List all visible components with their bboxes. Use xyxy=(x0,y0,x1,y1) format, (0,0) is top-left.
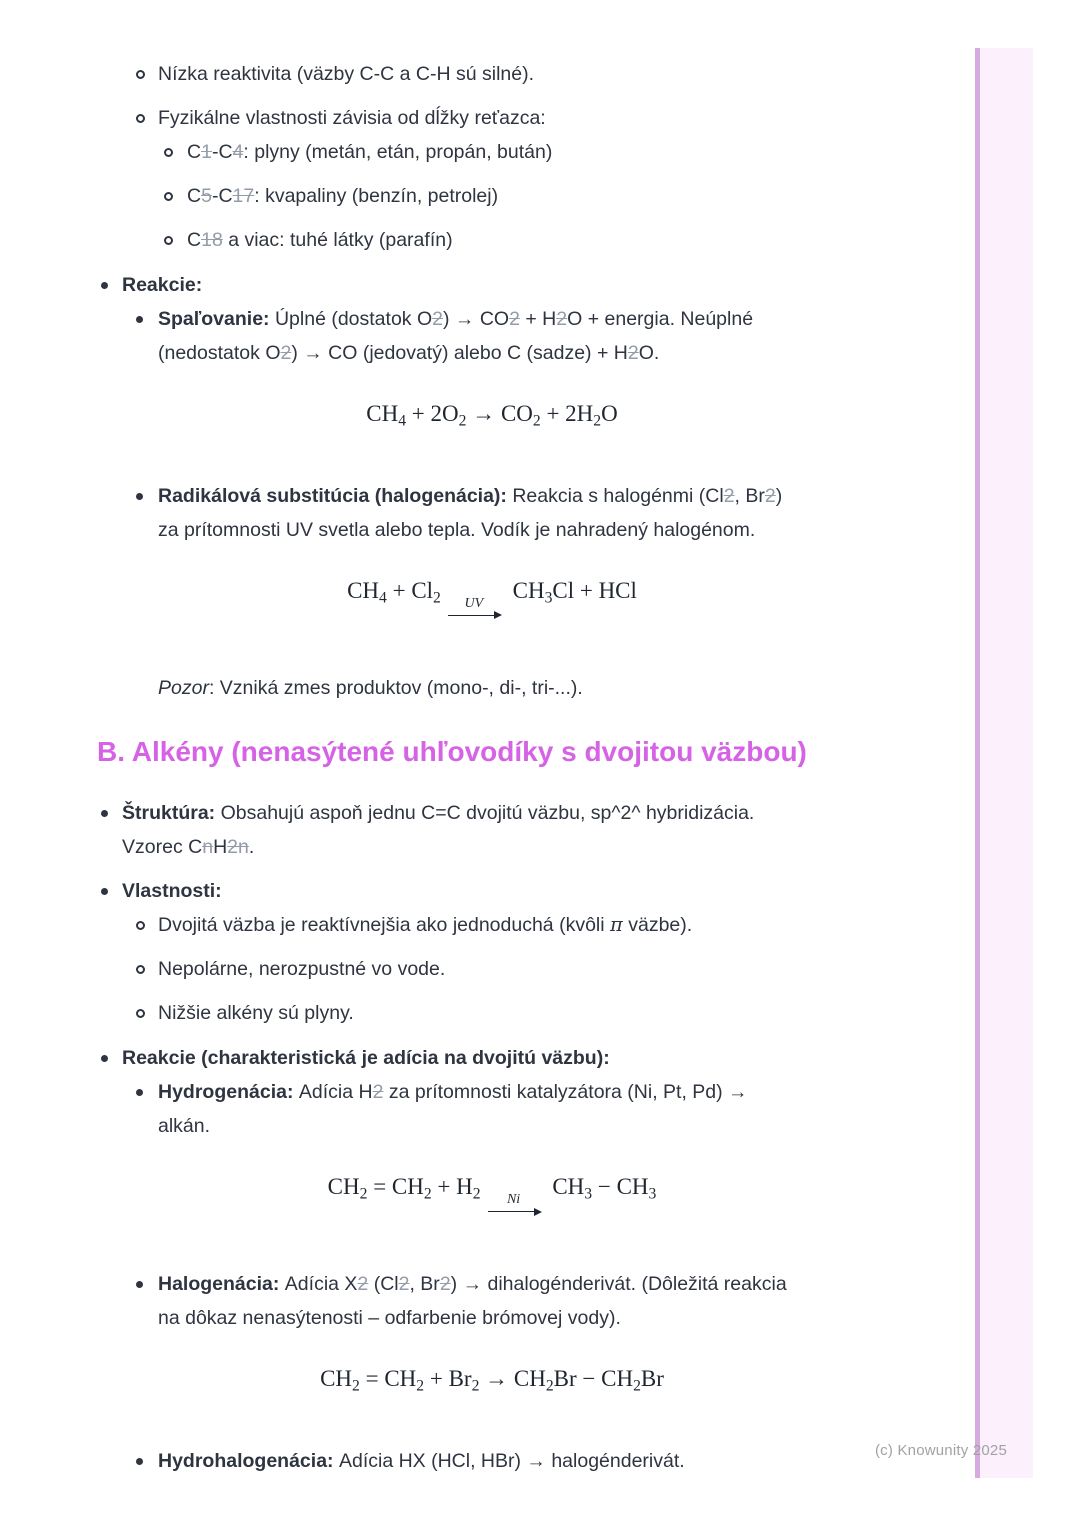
formula-text: + 2H xyxy=(540,401,594,426)
reaction-arrow-icon xyxy=(488,1193,540,1220)
text-segment: n xyxy=(202,836,214,859)
text-segment: O + energia. Neúplné xyxy=(567,308,754,330)
list-item-text xyxy=(187,229,453,251)
bullet-circle-icon xyxy=(136,1009,145,1018)
subscript: 3 xyxy=(584,1185,593,1203)
list-item-text xyxy=(158,677,583,699)
list-item xyxy=(0,57,984,91)
formula-text: CH xyxy=(366,401,399,426)
text-segment: 2 xyxy=(398,1273,410,1296)
text-segment: Reakcie (charakteristická je adícia na dvojitú väzbu): xyxy=(122,1047,610,1070)
text-segment: Dvojitá väzba je reaktívnejšia ako jednoduchá (kvôli xyxy=(158,914,610,937)
bullet-disc-icon xyxy=(136,1089,143,1096)
text-segment: 2 xyxy=(280,342,292,364)
list-item-text xyxy=(158,914,692,936)
text-segment: za prítomnosti UV svetla alebo tepla. Vodík je nahradený halogénom. xyxy=(158,518,756,541)
text-segment: 2 xyxy=(439,1273,451,1296)
text-segment: alkán. xyxy=(158,1115,211,1138)
formula-text: CH xyxy=(546,1174,585,1200)
text-segment: 4 xyxy=(232,141,244,163)
formula-text: = CH xyxy=(367,1174,424,1200)
bullet-circle-icon xyxy=(136,114,145,123)
text-segment: ) → dihalogénderivát. (Dôležitá reakcia xyxy=(450,1273,787,1296)
text-segment: väzbe). xyxy=(622,914,693,937)
chemical-equation xyxy=(0,1173,984,1219)
formula-text: O xyxy=(601,401,618,426)
text-segment: H xyxy=(213,836,228,859)
bullet-circle-icon xyxy=(164,148,173,157)
text-segment: C xyxy=(187,141,202,163)
text-segment: Spaľovanie: xyxy=(158,308,275,330)
text-segment: Fyzikálne vlastnosti závisia od dĺžky reťazca: xyxy=(158,107,546,129)
list-item xyxy=(0,268,984,302)
subscript: 2 xyxy=(433,589,441,607)
text-segment: Hydrohalogenácia: xyxy=(158,1450,339,1473)
text-segment: 2 xyxy=(432,308,443,330)
text-segment: ) → CO xyxy=(443,308,510,330)
text-segment: -C xyxy=(211,141,233,163)
list-item xyxy=(0,1075,984,1143)
formula-text: CH xyxy=(506,577,545,603)
text-segment: Štruktúra: xyxy=(122,802,221,825)
formula-text: − CH xyxy=(592,1174,649,1200)
list-item xyxy=(0,952,984,986)
text-segment: : kvapaliny (benzín, petrolej) xyxy=(254,185,499,207)
text-segment: Obsahujú aspoň jednu C=C dvojitú väzbu, sp^2^ hybridizácia. xyxy=(220,802,755,825)
text-segment: Pozor xyxy=(158,677,209,700)
bullet-disc-icon xyxy=(101,1055,108,1062)
text-segment: Vlastnosti: xyxy=(122,880,222,903)
subscript: 3 xyxy=(544,589,553,607)
text-segment: Adícia H xyxy=(298,1081,373,1104)
formula-text: + Br xyxy=(424,1366,472,1392)
list-item xyxy=(0,479,984,547)
text-segment: 17 xyxy=(232,185,255,207)
formula-text: → CH xyxy=(479,1366,546,1392)
section-heading: B. Alkény (nenasýtené uhľovodíky s dvojitou väzbou) xyxy=(97,736,807,768)
list-item-text xyxy=(158,485,782,541)
document-content xyxy=(0,57,984,1488)
formula-text: = CH xyxy=(359,1366,417,1392)
text-segment: Adícia X xyxy=(284,1273,358,1296)
subscript: 2 xyxy=(471,1377,480,1395)
list-item xyxy=(0,996,984,1030)
formula-text: → CO xyxy=(466,401,533,426)
text-segment: 1 xyxy=(201,141,212,163)
list-item-text xyxy=(158,1450,685,1472)
subscript: 4 xyxy=(398,412,407,430)
text-segment: na dôkaz nenasýtenosti – odfarbenie brómovej vody). xyxy=(158,1307,621,1330)
text-segment: Halogenácia: xyxy=(158,1273,285,1296)
list-item xyxy=(0,1267,984,1335)
chemical-equation xyxy=(0,1365,984,1396)
text-segment: C xyxy=(187,185,202,207)
bullet-disc-icon xyxy=(101,810,108,817)
text-segment: Nepolárne, nerozpustné vo vode. xyxy=(158,958,446,981)
text-segment: 2 xyxy=(357,1273,369,1296)
text-segment: + H xyxy=(519,308,557,330)
text-segment: (Cl xyxy=(368,1273,399,1296)
bullet-disc-icon xyxy=(136,1458,143,1465)
list-item-text xyxy=(122,274,202,296)
text-segment: -C xyxy=(211,185,233,207)
bullet-disc-icon xyxy=(136,1281,143,1288)
text-segment: Nižšie alkény sú plyny. xyxy=(158,1002,354,1025)
formula-text: CH xyxy=(347,577,380,603)
text-segment: , Br xyxy=(734,484,765,507)
subscript: 2 xyxy=(423,1185,432,1203)
list-item xyxy=(0,101,984,135)
list-item-text xyxy=(187,141,552,163)
list-item-text xyxy=(158,107,546,129)
arrow-label: Ni xyxy=(506,1191,521,1207)
bullet-disc-icon xyxy=(101,888,108,895)
formula-text: Br xyxy=(640,1366,664,1392)
list-item xyxy=(0,179,984,213)
text-segment: 2 xyxy=(556,308,568,330)
list-item xyxy=(0,302,984,370)
text-segment: 2 xyxy=(372,1081,384,1104)
list-item-text xyxy=(158,63,534,85)
list-item-text xyxy=(122,880,222,902)
text-segment: 2 xyxy=(627,342,639,364)
text-segment: 2n xyxy=(227,836,249,859)
list-item-text xyxy=(122,802,754,858)
text-segment: (nedostatok O xyxy=(158,342,281,364)
text-segment: Radikálová substitúcia (halogenácia): xyxy=(158,484,513,507)
text-segment: Vzorec C xyxy=(122,836,203,859)
list-item xyxy=(0,874,984,908)
text-segment: 2 xyxy=(723,484,735,507)
bullet-disc-icon xyxy=(136,316,143,323)
list-item xyxy=(0,135,984,169)
formula-text: + 2O xyxy=(406,401,459,426)
list-item xyxy=(0,796,984,864)
subscript: 4 xyxy=(379,589,387,607)
subscript: 3 xyxy=(648,1185,657,1203)
bullet-disc-icon xyxy=(101,282,108,289)
text-segment: za prítomnosti katalyzátora (Ni, Pt, Pd) → xyxy=(383,1081,748,1104)
text-segment: Nízka reaktivita (väzby C-C a C-H sú silné). xyxy=(158,63,535,85)
subscript: 2 xyxy=(458,412,467,430)
text-segment: 5 xyxy=(201,185,212,207)
text-segment: 2 xyxy=(509,308,520,330)
arrow-label: UV xyxy=(464,595,484,611)
list-item-text xyxy=(187,185,498,207)
text-segment: ) xyxy=(775,484,783,507)
bullet-circle-icon xyxy=(136,921,145,930)
formula-text: Cl + HCl xyxy=(552,577,637,603)
text-segment: . xyxy=(248,836,255,859)
list-item-text xyxy=(122,1047,610,1069)
list-item xyxy=(0,1444,984,1478)
bullet-circle-icon xyxy=(136,965,145,974)
text-segment: 18 xyxy=(201,229,223,251)
list-item-text xyxy=(158,1081,748,1137)
list-item-text xyxy=(158,1002,354,1024)
formula-text: CH xyxy=(320,1366,353,1392)
chemical-equation xyxy=(0,400,984,431)
formula-text: CH xyxy=(327,1174,360,1200)
subscript: 2 xyxy=(633,1377,641,1395)
list-item xyxy=(0,1041,984,1075)
reaction-arrow-icon xyxy=(448,597,500,624)
list-item-text xyxy=(158,308,753,364)
list-item-text xyxy=(158,1273,787,1329)
text-segment: 2 xyxy=(764,484,776,507)
subscript: 2 xyxy=(472,1185,481,1203)
text-segment: C xyxy=(187,229,202,251)
subscript: 2 xyxy=(352,1377,360,1395)
list-item xyxy=(0,908,984,942)
formula-text: + Cl xyxy=(386,577,434,603)
arrow-shaft xyxy=(488,1211,540,1213)
text-segment: Reakcie: xyxy=(122,274,203,296)
subscript: 2 xyxy=(359,1185,368,1203)
text-segment: ) → CO (jedovatý) alebo C (sadze) + H xyxy=(291,342,628,364)
text-segment: π xyxy=(610,913,623,937)
text-segment: : plyny (metán, etán, propán, bután) xyxy=(243,141,553,163)
chemical-equation xyxy=(0,577,984,623)
text-segment: Úplné (dostatok O xyxy=(274,308,433,330)
arrow-shaft xyxy=(448,615,500,617)
formula-text: Br − CH xyxy=(553,1366,634,1392)
watermark: (c) Knowunity 2025 xyxy=(874,1442,1007,1459)
note-paragraph xyxy=(0,671,984,705)
bullet-circle-icon xyxy=(164,192,173,201)
text-segment: O. xyxy=(638,342,660,364)
list-item-text xyxy=(158,958,445,980)
subscript: 2 xyxy=(593,412,602,430)
bullet-circle-icon xyxy=(136,70,145,79)
subscript: 2 xyxy=(416,1377,425,1395)
subscript: 2 xyxy=(545,1377,554,1395)
text-segment: a viac: tuhé látky (parafín) xyxy=(222,229,453,251)
formula-text: + H xyxy=(431,1174,473,1200)
text-segment: : Vzniká zmes produktov (mono-, di-, tri-...). xyxy=(208,677,583,700)
list-item xyxy=(0,223,984,257)
bullet-disc-icon xyxy=(136,493,143,500)
text-segment: Adícia HX (HCl, HBr) → halogénderivát. xyxy=(338,1450,685,1473)
text-segment: , Br xyxy=(409,1273,440,1296)
bullet-circle-icon xyxy=(164,236,173,245)
subscript: 2 xyxy=(532,412,541,430)
text-segment: Reakcia s halogénmi (Cl xyxy=(512,484,724,507)
text-segment: Hydrogenácia: xyxy=(158,1081,299,1104)
